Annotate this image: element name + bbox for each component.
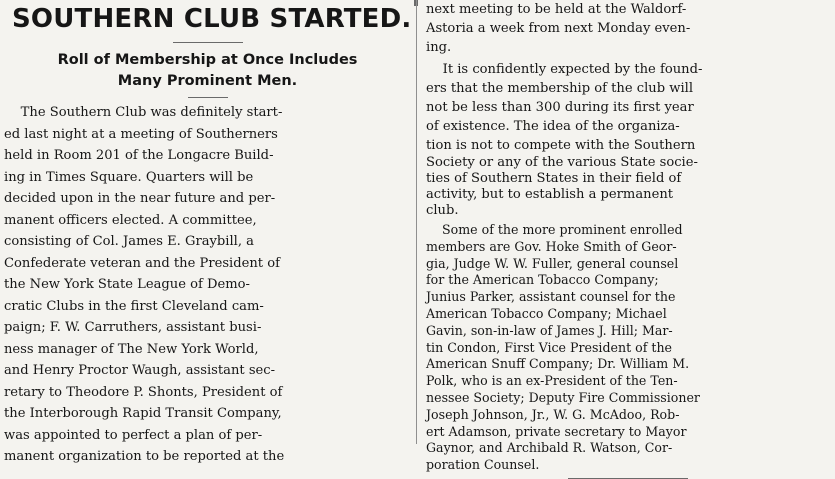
text-line: activity, but to establish a permanent — [426, 187, 674, 202]
text-line: ert Adamson, private secretary to Mayor — [426, 423, 687, 439]
text-line: not be less than 300 during its first year — [426, 100, 694, 115]
text-line: Gavin, son-in-law of James J. Hill; Mar- — [426, 322, 673, 338]
right-para-3 — [426, 222, 830, 474]
text-line: paign; F. W. Carruthers, assistant busi- — [4, 320, 262, 335]
text-line: ness manager of The New York World, — [4, 341, 259, 357]
text-line: It is confidently expected by the found- — [426, 62, 703, 77]
text-line: next meeting to be held at the Waldorf- — [426, 2, 687, 17]
text-line: consisting of Col. James E. Graybill, a — [4, 234, 254, 249]
text-line: Gaynor, and Archibald R. Watson, Cor- — [426, 440, 673, 456]
text-line: Astoria a week from next Monday even- — [426, 21, 691, 36]
text-line: club. — [426, 203, 459, 218]
text-line: tion is not to compete with the Southern — [426, 138, 696, 153]
text-line: Some of the more prominent enrolled — [426, 222, 683, 237]
text-line: Joseph Johnson, Jr., W. G. McAdoo, Rob- — [426, 406, 680, 422]
text-line: ing in Times Square. Quarters will be — [4, 169, 254, 185]
text-line: of existence. The idea of the organiza- — [426, 119, 680, 134]
text-line: ing. — [426, 40, 452, 55]
text-line: the Interborough Rapid Transit Company, — [4, 406, 282, 421]
text-line: Polk, who is an ex-President of the Ten- — [426, 373, 678, 389]
text-line: members are Gov. Hoke Smith of Geor- — [426, 238, 677, 254]
text-line: was appointed to perfect a plan of per- — [4, 427, 263, 443]
text-line: poration Counsel. — [426, 457, 540, 473]
text-line: the New York State League of Demo- — [4, 277, 250, 292]
text-line: cratic Clubs in the first Cleveland cam- — [4, 298, 264, 314]
text-line: decided upon in the near future and per- — [4, 191, 276, 206]
column-divider — [416, 0, 417, 444]
text-line: ties of Southern States in their field of — [426, 171, 682, 186]
subheadline-line: Roll of Membership at Once Includes — [57, 52, 358, 68]
text-line: American Snuff Company; Dr. William M. — [426, 356, 690, 372]
subheadline-line: Many Prominent Men. — [117, 73, 298, 89]
article-subheadline — [4, 50, 411, 92]
right-para-1 — [426, 0, 830, 57]
text-line: manent officers elected. A committee, — [4, 212, 257, 228]
right-para-2 — [426, 60, 830, 219]
text-line: gia, Judge W. W. Fuller, general counsel — [426, 255, 679, 271]
text-line: ed last night at a meeting of Southerners — [4, 126, 278, 142]
left-column — [4, 0, 411, 468]
text-line: ers that the membership of the club will — [426, 81, 694, 96]
text-line: manent organization to be reported at the — [4, 449, 285, 464]
text-line: nessee Society; Deputy Fire Commissioner — [426, 389, 700, 405]
text-line: held in Room 201 of the Longacre Build- — [4, 148, 274, 163]
text-line: and Henry Proctor Waugh, assistant sec- — [4, 363, 276, 378]
text-line: The Southern Club was definitely start- — [4, 105, 283, 120]
headline-rule — [173, 42, 243, 43]
text-line: Confederate veteran and the President of — [4, 255, 280, 271]
article-headline: SOUTHERN CLUB STARTED. — [12, 4, 412, 34]
text-line: tin Condon, First Vice President of the — [426, 339, 673, 355]
text-line: for the American Tobacco Company; — [426, 272, 659, 288]
right-column — [426, 0, 830, 479]
text-line: Junius Parker, assistant counsel for the — [426, 289, 676, 305]
text-line: Society or any of the various State socie- — [426, 155, 698, 170]
text-line: American Tobacco Company; Michael — [426, 305, 667, 321]
subheadline-rule — [188, 97, 228, 98]
text-line: retary to Theodore P. Shonts, President of — [4, 384, 283, 400]
left-body-text — [4, 102, 411, 468]
